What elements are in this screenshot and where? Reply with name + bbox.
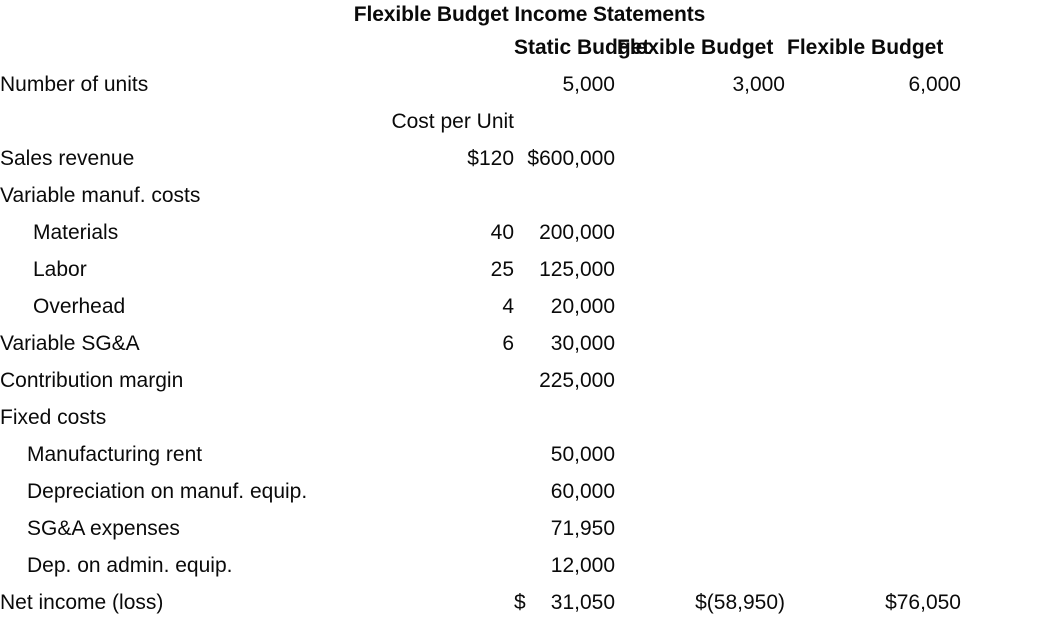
cell-cost-per-unit — [362, 400, 514, 437]
cell-cost-per-unit — [362, 548, 514, 585]
cell-static-budget: 200,000 — [539, 221, 615, 245]
page-title — [0, 0, 1061, 30]
row-label-net-income: Net income (loss) — [0, 591, 164, 615]
row-manufacturing-rent — [0, 437, 1061, 474]
column-header-flexible-budget-2: Flexible Budget — [787, 36, 944, 60]
row-label — [0, 104, 362, 141]
row-number-of-units — [0, 67, 1061, 104]
cell-flexible-budget-2 — [785, 511, 961, 548]
cell-flexible-budget-1 — [615, 548, 785, 585]
row-label: Labor — [33, 258, 87, 282]
row-materials — [0, 215, 1061, 252]
cell-cost-per-unit — [362, 511, 514, 548]
cell-cost-per-unit: 25 — [490, 258, 514, 282]
cell-flexible-budget-1 — [615, 252, 785, 289]
row-labor — [0, 252, 1061, 289]
row-label: Sales revenue — [0, 147, 135, 171]
cell-static-budget: $600,000 — [527, 147, 615, 171]
cell-flexible-budget-1 — [615, 141, 785, 178]
row-fixed-costs — [0, 400, 1061, 437]
cell-static-budget: 60,000 — [550, 480, 615, 504]
page-title-text: Flexible Budget Income Statements — [353, 3, 706, 26]
table-header-row — [0, 30, 1061, 67]
cell-cost-per-unit — [362, 437, 514, 474]
cell-flexible-budget-2 — [785, 252, 961, 289]
cell-flexible-budget-1 — [615, 474, 785, 511]
cell-cost-per-unit — [362, 178, 514, 215]
cell-flexible-budget-2 — [785, 400, 961, 437]
cell-cost-per-unit: 40 — [490, 221, 514, 245]
cell-flexible-budget-2 — [785, 437, 961, 474]
cell-flexible-budget-2 — [785, 326, 961, 363]
row-label: Overhead — [33, 295, 126, 319]
row-overhead — [0, 289, 1061, 326]
header-spacer-unit — [362, 30, 514, 67]
row-label: Number of units — [0, 73, 149, 97]
row-variable-manuf-costs — [0, 178, 1061, 215]
row-label: SG&A expenses — [27, 517, 180, 541]
cell-flexible-budget-1 — [615, 104, 785, 141]
column-header-cost-per-unit: Cost per Unit — [391, 110, 514, 134]
row-label: Contribution margin — [0, 369, 184, 393]
cell-flexible-budget-2 — [785, 289, 961, 326]
cell-flexible-budget-1 — [615, 178, 785, 215]
row-label: Depreciation on manuf. equip. — [27, 480, 308, 504]
cell-cost-per-unit-net-income — [362, 585, 514, 622]
flexible-budget-table — [0, 30, 1061, 622]
row-cost-per-unit-header — [0, 104, 1061, 141]
header-spacer-pad — [961, 30, 1061, 67]
cell-flexible-budget-1 — [615, 289, 785, 326]
column-header-static-budget: Static Budget — [514, 36, 650, 60]
cell-flexible-budget-2 — [785, 474, 961, 511]
cell-cost-per-unit — [362, 363, 514, 400]
cell-cost-per-unit: 6 — [502, 332, 514, 356]
column-header-flexible-budget-1: Flexible Budget — [617, 36, 774, 60]
cell-cost-per-unit: $120 — [467, 147, 514, 171]
cell-flexible-budget-2 — [785, 141, 961, 178]
cell-static-budget: 71,950 — [550, 517, 615, 541]
cell-flexible-budget-1 — [615, 326, 785, 363]
row-net-income — [0, 585, 1061, 622]
net-income-static-value: 31,050 — [550, 591, 615, 615]
cell-static-budget-net-income — [514, 585, 615, 622]
cell-flexible-budget-2: 6,000 — [908, 73, 961, 97]
cell-flexible-budget-2 — [785, 363, 961, 400]
row-label: Variable manuf. costs — [0, 184, 201, 208]
row-label: Fixed costs — [0, 406, 107, 430]
cell-flexible-budget-1 — [615, 511, 785, 548]
cell-static-budget: 5,000 — [562, 73, 615, 97]
cell-static-budget: 125,000 — [539, 258, 615, 282]
cell-flexible-budget-1 — [615, 215, 785, 252]
cell-static-budget — [514, 104, 615, 141]
row-label: Materials — [33, 221, 119, 245]
cell-static-budget: 225,000 — [539, 369, 615, 393]
row-sga-expenses — [0, 511, 1061, 548]
cell-cost-per-unit — [362, 474, 514, 511]
row-label: Manufacturing rent — [27, 443, 203, 467]
row-depreciation-manuf-equip — [0, 474, 1061, 511]
row-label: Variable SG&A — [0, 332, 140, 356]
cell-flexible-budget-2 — [785, 215, 961, 252]
cell-flexible-budget-2 — [785, 104, 961, 141]
cell-static-budget: 50,000 — [550, 443, 615, 467]
cell-flexible-budget-1 — [615, 437, 785, 474]
row-variable-sga — [0, 326, 1061, 363]
cell-flexible-budget-1: 3,000 — [732, 73, 785, 97]
cell-flexible-budget-1 — [615, 400, 785, 437]
cell-cost-per-unit: 4 — [502, 295, 514, 319]
header-spacer-label — [0, 30, 362, 67]
cell-flexible-budget-2-net-income: $76,050 — [885, 591, 961, 615]
currency-symbol: $ — [514, 591, 526, 615]
row-sales-revenue — [0, 141, 1061, 178]
cell-flexible-budget-2 — [785, 548, 961, 585]
cell-static-budget: 30,000 — [550, 332, 615, 356]
cell-static-budget: 20,000 — [550, 295, 615, 319]
cell-flexible-budget-2 — [785, 178, 961, 215]
cell-static-budget: 12,000 — [550, 554, 615, 578]
cell-cost-per-unit — [362, 67, 514, 104]
cell-static-budget — [514, 400, 615, 437]
row-contribution-margin — [0, 363, 1061, 400]
cell-flexible-budget-1-net-income: $(58,950) — [695, 591, 785, 615]
row-label: Dep. on admin. equip. — [27, 554, 233, 578]
row-dep-admin-equip — [0, 548, 1061, 585]
cell-flexible-budget-1 — [615, 363, 785, 400]
cell-static-budget — [514, 178, 615, 215]
